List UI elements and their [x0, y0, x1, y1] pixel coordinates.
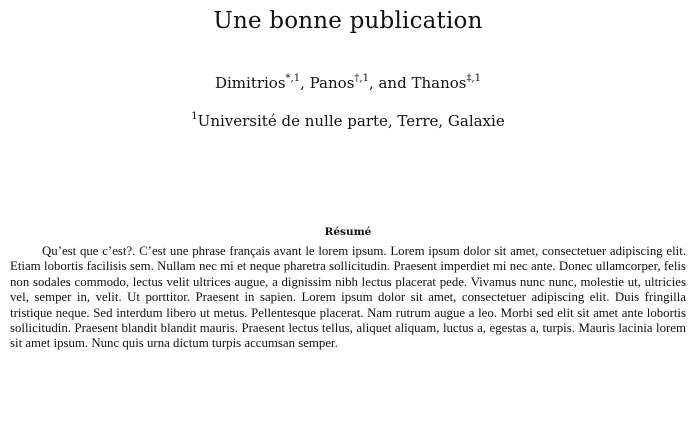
- affiliation-text: Université de nulle parte, Terre, Galaxie: [197, 112, 505, 130]
- author-name: Panos: [309, 74, 355, 92]
- author-affiliation-marks: *,1: [285, 73, 301, 84]
- author-name: Thanos: [411, 74, 467, 92]
- author-affiliation-marks: †,1: [354, 73, 369, 84]
- abstract-heading: Résumé: [324, 226, 372, 238]
- author-list: [0, 72, 696, 94]
- abstract-text: Qu’est que c’est?. C’est une phrase français avant le lorem ipsum. Lorem ipsum dolor sit amet, consectetuer adipiscing elit. Etiam lobortis facilisis sem. Nullam nec mi et neque pharetra sollicitudin. Praesent imperdiet mi nec ante. Donec ullamcorper, felis non sodales commodo, lectus velit ultrices augue, a dignissim nibh lectus placerat pede. Vivamus nunc nunc, molestie ut, ultricies vel, semper in, velit. Ut porttitor. Praesent in sapien. Lorem ipsum dolor sit amet, consectetuer adipiscing elit. Duis fringilla tristique neque. Sed interdum libero ut metus. Pellentesque placerat. Nam rutrum augue a leo. Morbi sed elit sit amet ante lobortis sollicitudin. Praesent blandit blandit mauris. Praesent lectus tellus, aliquet aliquam, luctus a, egestas a, turpis. Mauris lacinia lorem sit amet ipsum. Nunc quis urna dictum turpis accumsan semper.: [10, 244, 686, 351]
- author-separator: , and: [368, 74, 412, 92]
- affiliation-number: 1: [191, 111, 198, 122]
- author-separator: ,: [300, 74, 310, 92]
- author-name: Dimitrios: [214, 74, 286, 92]
- author-affiliation-marks: ‡,1: [466, 73, 482, 84]
- affiliation-line: [0, 110, 696, 132]
- paper-title: Une bonne publication: [213, 8, 483, 34]
